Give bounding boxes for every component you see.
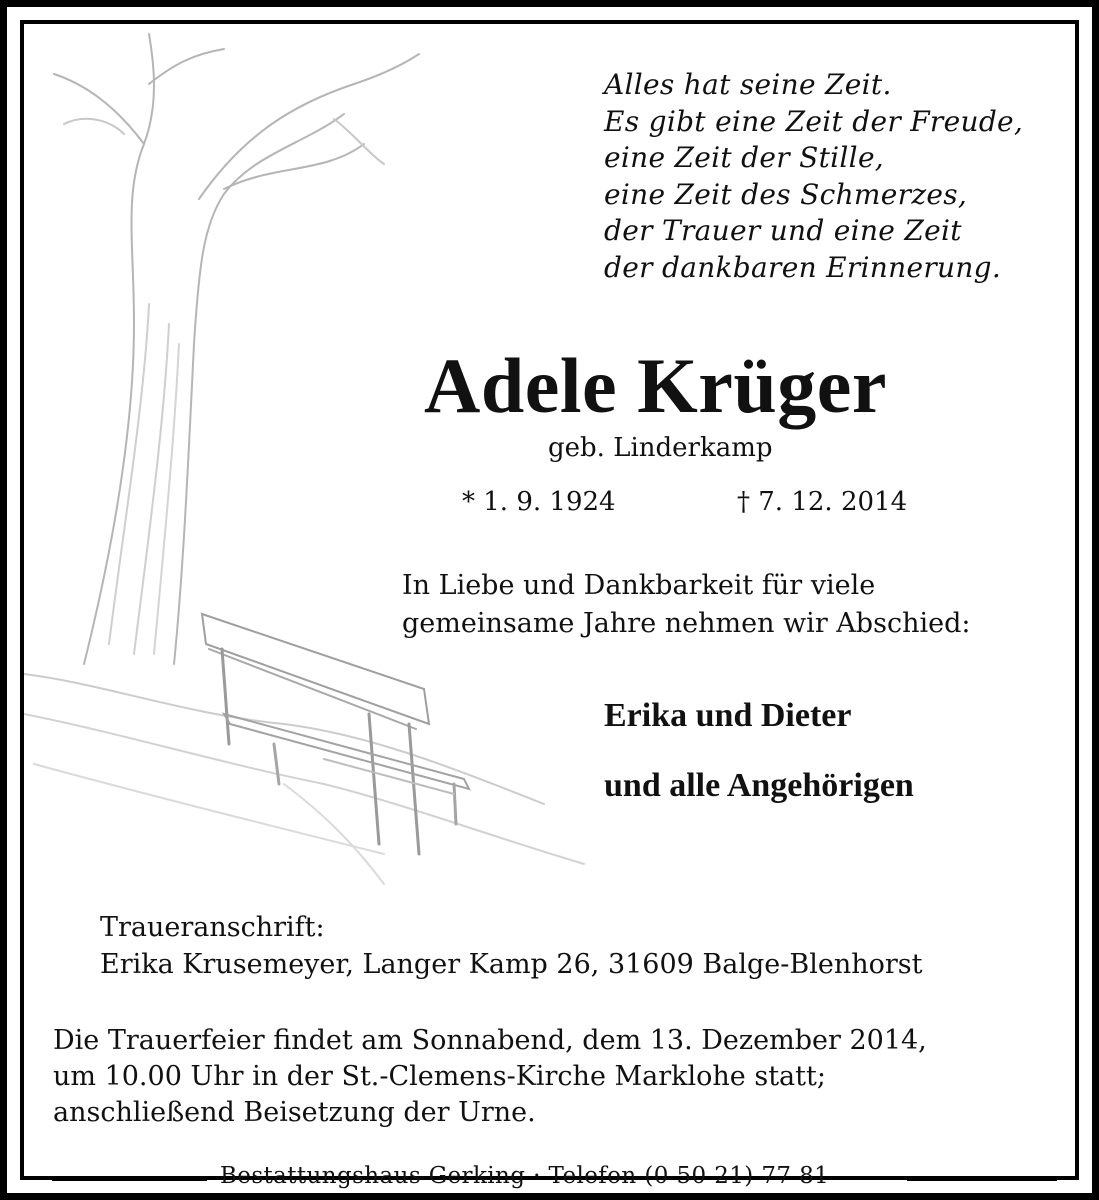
address-value: Erika Krusemeyer, Langer Kamp 26, 31609 Balge-Blenhorst — [100, 949, 923, 980]
farewell-line: In Liebe und Dankbarkeit für viele — [402, 570, 876, 601]
farewell-text — [402, 567, 970, 643]
footer-rule-left — [52, 1179, 207, 1181]
poem-line: der dankbaren Erinnerung. — [604, 250, 1002, 284]
maiden-name: geb. Linderkamp — [548, 433, 773, 463]
mourners-line-1: Erika und Dieter — [604, 697, 852, 734]
mourners-line-2: und alle Angehörigen — [604, 767, 914, 804]
service-line: um 10.00 Uhr in der St.-Clemens-Kirche Marklohe statt; — [53, 1061, 826, 1092]
poem-line: der Trauer und eine Zeit — [604, 214, 962, 247]
tree-and-bench-sketch — [24, 24, 624, 904]
birth-date: * 1. 9. 1924 — [462, 487, 616, 517]
poem-line: eine Zeit des Schmerzes, — [604, 177, 968, 211]
poem — [604, 67, 1023, 286]
farewell-line: gemeinsame Jahre nehmen wir Abschied: — [402, 608, 971, 639]
address-label: Traueranschrift: — [100, 912, 325, 943]
death-date: † 7. 12. 2014 — [737, 487, 908, 517]
funeral-service-info — [53, 1023, 927, 1131]
service-line: Die Trauerfeier findet am Sonnabend, dem 13. Dezember 2014, — [53, 1025, 927, 1056]
poem-line: Alles hat seine Zeit. — [604, 68, 892, 101]
poem-line: eine Zeit der Stille, — [604, 141, 885, 174]
mourning-address — [100, 909, 922, 983]
deceased-name: Adele Krüger — [424, 342, 888, 429]
service-line: anschließend Beisetzung der Urne. — [53, 1097, 536, 1128]
footer-rule-right — [907, 1179, 1057, 1181]
poem-line: Es gibt eine Zeit der Freude, — [604, 104, 1024, 138]
funeral-home-footer: Bestattungshaus Gerking · Telefon (0 50 21) 77 81 — [220, 1163, 830, 1189]
